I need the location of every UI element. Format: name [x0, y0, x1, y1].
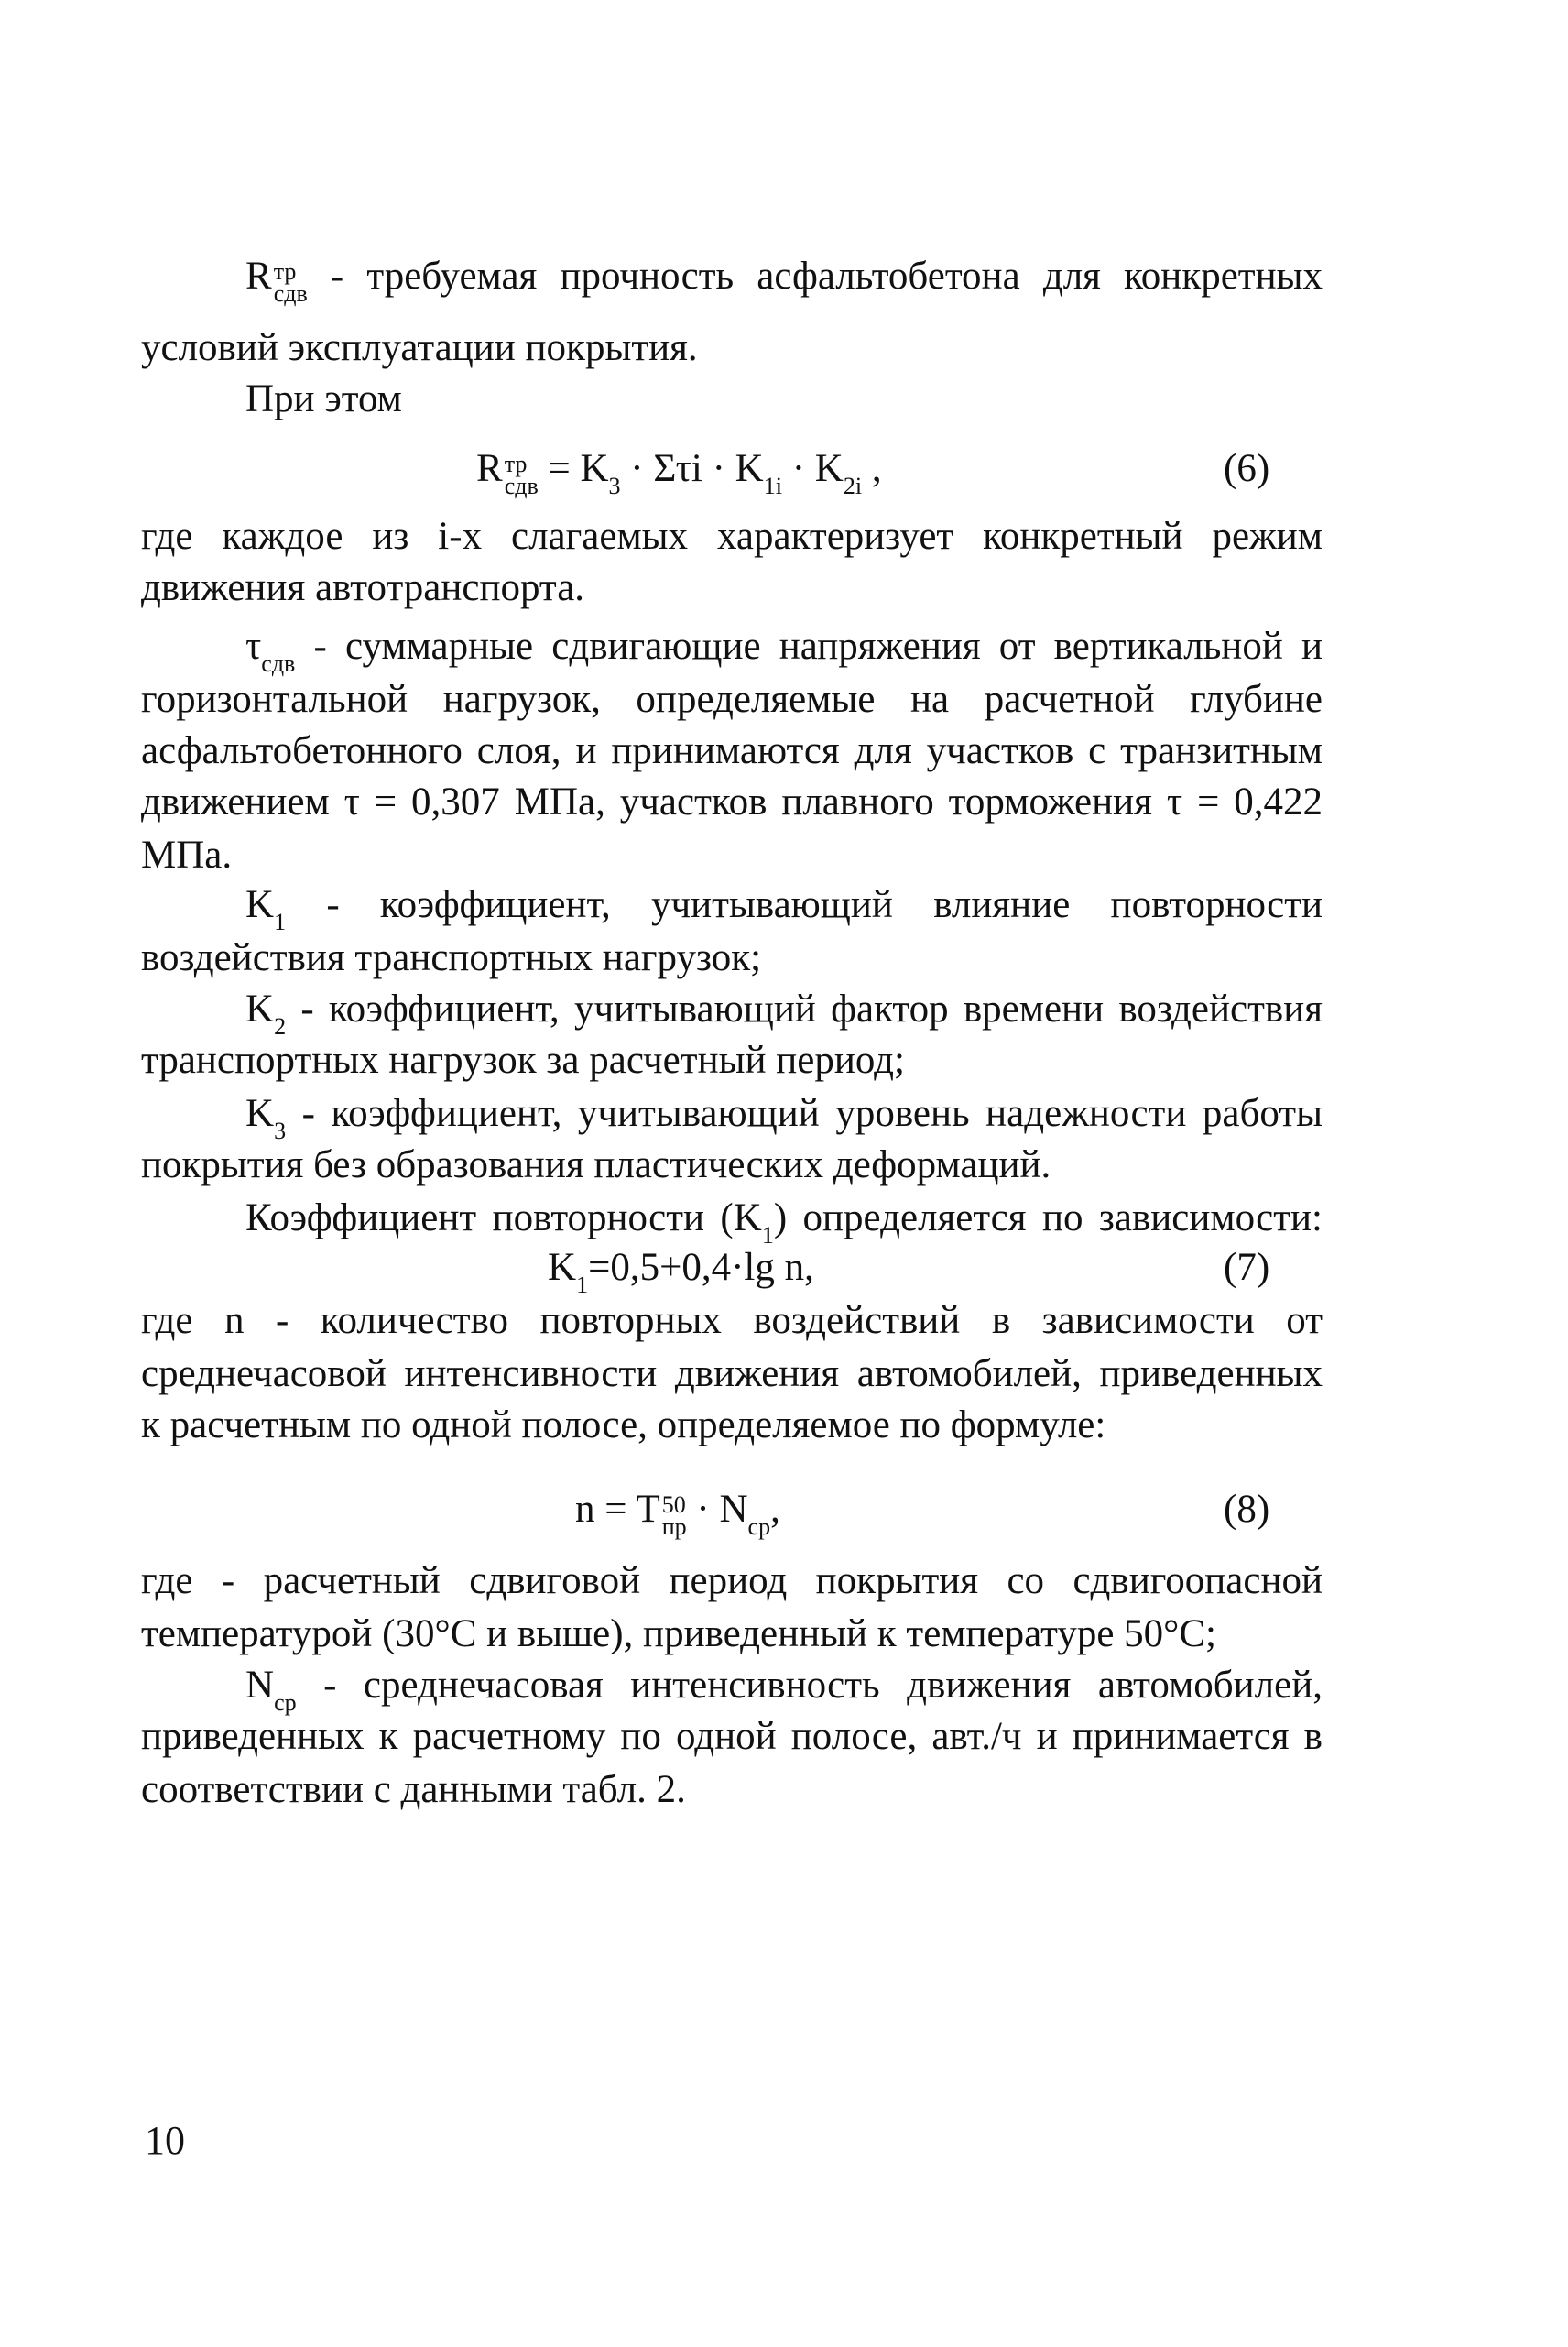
equation-8-number: (8) — [1224, 1488, 1270, 1531]
paragraph-k2-line-1: $K_2$ - коэффициент, учитывающий фактор времени воздействия — [245, 988, 1323, 1040]
page-number: 10 — [145, 2118, 185, 2163]
definition-r-text: - требуемая прочность асфальтобетона для конкретных — [307, 255, 1323, 298]
paragraph-k1-line-1: $K_1$ - коэффициент, учитывающий влияние повторности — [245, 883, 1323, 935]
paragraph-ncp-line-2: приведенных к расчетному по одной полосе, авт./ч и принимается в — [141, 1715, 1323, 1758]
paragraph-period-line-1: где - расчетный сдвиговой период покрытия со сдвигоопасной — [141, 1559, 1323, 1602]
paragraph-ncp-line-3: соответствии с данными табл. 2. — [141, 1768, 686, 1811]
symbol-r-sup: тр — [273, 258, 297, 285]
paragraph-tau-line-4: движением τ = 0,307 МПа, участков плавного торможения τ = 0,422 — [141, 781, 1323, 824]
paragraph-tau-line-2: горизонтальной нагрузок, определяемые на расчетной глубине — [141, 678, 1323, 721]
paragraph-period-line-2: температурой (30°С и выше), приведенный к температуре 50°С; — [141, 1612, 1216, 1655]
paragraph-ncp-line-1: $N_{ср}$ - среднечасовая интенсивность движения автомобилей, — [245, 1664, 1323, 1716]
paragraph-tau-line-3: асфальтобетонного слоя, и принимаются для участков с транзитным — [141, 729, 1323, 772]
symbol-r: R — [245, 255, 272, 298]
equation-7-number: (7) — [1224, 1246, 1270, 1289]
symbol-tau: τ — [245, 625, 262, 668]
paragraph-tau-line-1: $\tau_{сдв}$ - суммарные сдвигающие напряжения от вертикальной и — [245, 625, 1323, 677]
paragraph-3-line-2: движения автотранспорта. — [141, 566, 585, 609]
paragraph-k3-line-1: $K_3$ - коэффициент, учитывающий уровень надежности работы — [245, 1092, 1323, 1144]
equation-7: $K_1=0,5+0,4\cdot\lg$ n, — [548, 1246, 814, 1298]
paragraph-n-line-1: где n - количество повторных воздействий в зависимости от — [141, 1299, 1323, 1342]
paragraph-k3-line-2: покрытия без образования пластических деформаций. — [141, 1143, 1051, 1186]
paragraph-k2-line-2: транспортных нагрузок за расчетный период; — [141, 1039, 905, 1082]
symbol-r-sub: сдв — [273, 280, 308, 307]
definition-r-line-2: условий эксплуатации покрытия. — [141, 326, 698, 369]
paragraph-n-line-3: к расчетным по одной полосе, определяемое по формуле: — [141, 1403, 1106, 1446]
paragraph-pri-etom: При этом — [245, 377, 402, 420]
paragraph-k1-definition: Коэффициент повторности $(K_1)$ определяется по зависимости: — [245, 1196, 1323, 1249]
paragraph-k1-line-2: воздействия транспортных нагрузок; — [141, 936, 762, 979]
definition-r-line-1 — [245, 253, 1323, 305]
equation-6-number: (6) — [1224, 447, 1270, 490]
equation-8: n = T 50 пр · $N_{ср}$, — [575, 1488, 780, 1540]
paragraph-tau-line-5: МПа. — [141, 834, 233, 877]
paragraph-n-line-2: среднечасовой интенсивности движения автомобилей, приведенных — [141, 1352, 1323, 1395]
equation-6: R тр сдв = $K_3 \cdot \Sigma\tau i \cdot K_{1i} \cdot K_{2i}$ , — [476, 447, 882, 499]
paragraph-3-line-1: где каждое из i-х слагаемых характеризует конкретный режим — [141, 515, 1323, 558]
symbol-tau-sub: сдв — [261, 650, 296, 677]
